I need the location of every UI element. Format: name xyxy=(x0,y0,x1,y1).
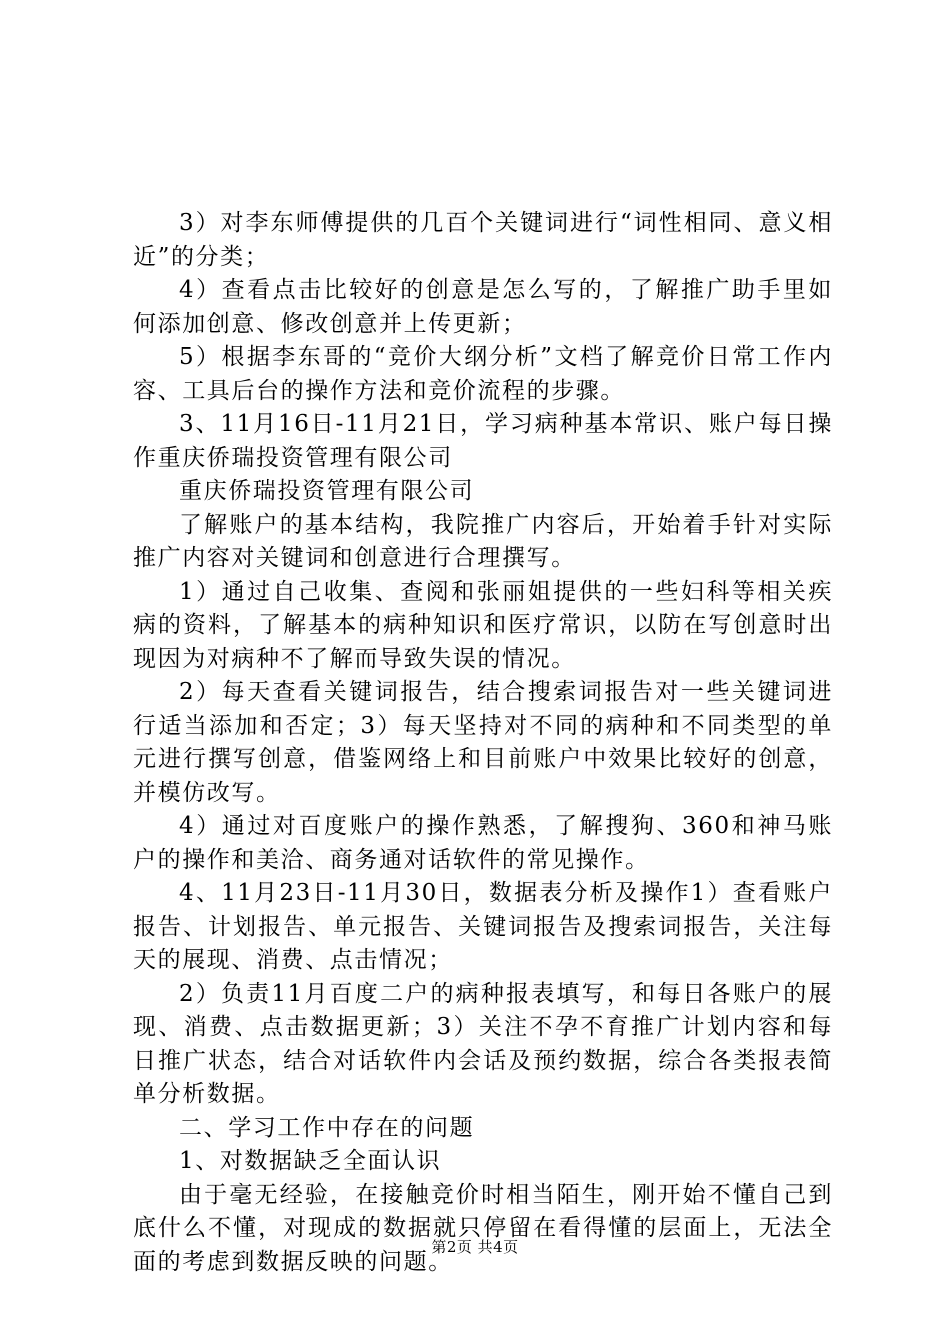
subheading-data-awareness: 1、对数据缺乏全面认识 xyxy=(179,1148,442,1174)
paragraph-item-3: 3）对李东师傅提供的几百个关键词进行“词性相同、意义相近”的分类； xyxy=(133,210,833,270)
paragraph-account-structure: 了解账户的基本结构，我院推广内容后，开始着手针对实际推广内容对关键词和创意进行合理撰写。 xyxy=(133,511,833,571)
paragraph-item-4: 4）查看点击比较好的创意是怎么写的，了解推广助手里如何添加创意、修改创意并上传更新； xyxy=(133,277,833,337)
paragraph-company-name: 重庆侨瑞投资管理有限公司 xyxy=(179,478,475,504)
page-number-footer: 第2页 共4页 xyxy=(431,1238,519,1256)
paragraph-item-1-collect: 1）通过自己收集、查阅和张丽姐提供的一些妇科等相关疾病的资料，了解基本的病种知识和医疗常识，以防在写创意时出现因为对病种不了解而导致失误的情况。 xyxy=(133,578,833,672)
paragraph-period-4: 4、11月23日-11月30日，数据表分析及操作1）查看账户报告、计划报告、单元报告、关键词报告及搜索词报告，关注每天的展现、消费、点击情况； xyxy=(133,880,833,973)
paragraph-item-2-reports: 2）负责11月百度二户的病种报表填写，和每日各账户的展现、消费、点击数据更新；3）关注不孕不育推广计划内容和每日推广状态，结合对话软件内会话及预约数据，综合各类报表简单分析数据。 xyxy=(133,980,833,1107)
document-body xyxy=(133,207,833,1279)
paragraph-period-3: 3、11月16日-11月21日，学习病种基本常识、账户每日操作重庆侨瑞投资管理有限公司 xyxy=(133,411,833,471)
paragraph-item-5: 5）根据李东哥的“竞价大纲分析”文档了解竞价日常工作内容、工具后台的操作方法和竞价流程的步骤。 xyxy=(133,344,833,404)
section-heading-problems: 二、学习工作中存在的问题 xyxy=(179,1114,475,1141)
paragraph-no-experience: 由于毫无经验，在接触竞价时相当陌生，刚开始不懂自己到底什么不懂，对现成的数据就只停留在看得懂的层面上，无法全面的考虑到数据反映的问题。 xyxy=(133,1181,833,1275)
paragraph-item-4-accounts: 4）通过对百度账户的操作熟悉，了解搜狗、360和神马账户的操作和美洽、商务通对话软件的常见操作。 xyxy=(133,813,833,873)
paragraph-item-2-keyword-report: 2）每天查看关键词报告，结合搜索词报告对一些关键词进行适当添加和否定；3）每天坚持对不同的病种和不同类型的单元进行撰写创意，借鉴网络上和目前账户中效果比较好的创意，并模仿改写。 xyxy=(133,679,833,806)
